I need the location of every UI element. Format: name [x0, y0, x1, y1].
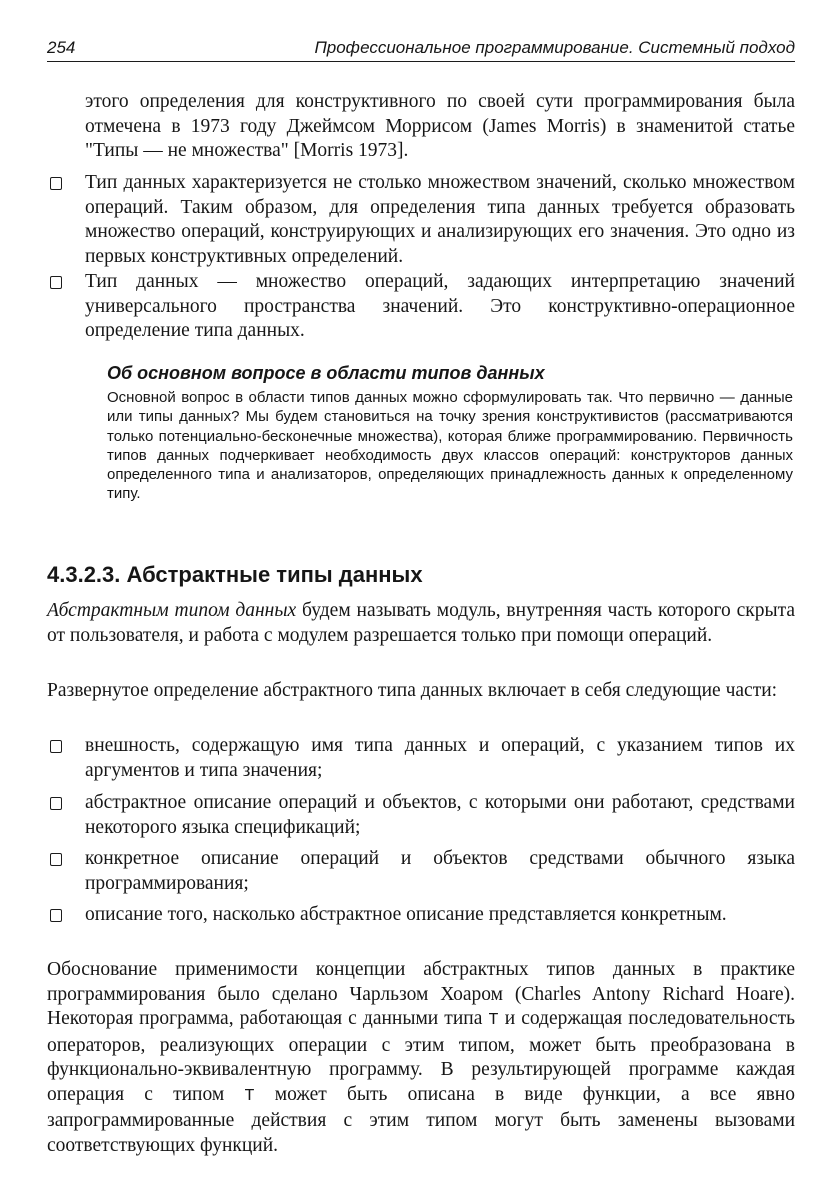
list-item-text: конкретное описание операций и объектов средствами обычного языка программирования; — [85, 848, 795, 894]
list-item-text: внешность, содержащую имя типа данных и операций, с указанием типов их аргументов и типа значения; — [85, 735, 795, 781]
list-item — [47, 791, 795, 840]
checkbox-bullet-icon — [50, 740, 62, 753]
running-title: Профессиональное программирование. Системный подход — [314, 38, 795, 57]
closing-text: и содержащая последовательность операторов, реализующих операции с этим типом, может быть преобразована в функционально-эквивалентную программу. В результирующей программе каждая операция с типом — [47, 1008, 795, 1105]
running-header — [47, 38, 795, 62]
definition-item — [47, 270, 795, 344]
definition-rest: будем называть модуль, внутренняя часть которого скрыта от пользователя, и работа с модулем разрешается только при помощи операций. — [47, 600, 795, 646]
definition-text: Тип данных характеризуется не столько множеством значений, сколько множеством операций. Таким образом, для определения типа данных требуется образовать множество операций, конструирующих и анализирующих его значения. Это одно из первых конструктивных определений. — [85, 172, 795, 267]
parts-intro: Развернутое определение абстрактного типа данных включает в себя следующие части: — [47, 680, 778, 701]
definition-item — [47, 171, 795, 269]
list-item-text: абстрактное описание операций и объектов, с которыми они работают, средствами некоторого языка спецификаций; — [85, 792, 795, 838]
type-symbol: T — [488, 1011, 499, 1030]
checkbox-bullet-icon — [50, 276, 62, 289]
intro-paragraph: этого определения для конструктивного по своей сути программирования была отмечена в 1973 году Джеймсом Моррисом (James Morris) в знаменитой статье "Типы — не множества" [Morris 1973]. — [85, 91, 795, 161]
definition-term: Абстрактным типом данных — [47, 600, 297, 621]
definition-paragraph — [47, 599, 795, 648]
closing-text: Обоснование применимости концепции абстрактных типов данных в практике программирования было сделано Чарльзом Хоаром (Charles Antony Richard Hoare). Некоторая программа, работающая с данными типа — [47, 959, 795, 1029]
note-body: Основной вопрос в области типов данных можно сформулировать так. Что первично — данные или типы данных? Мы будем становиться на точку зрения конструктивистов (рассматриваются только потенциально-бесконечные множества), которая ближе программированию. Первичность типов данных подчеркивает необходимость двух классов операций: конструкторов данных определенного типа и анализаторов, определяющих принадлежность данных к определенному типу. — [107, 389, 793, 503]
list-item — [47, 903, 795, 928]
checkbox-bullet-icon — [50, 797, 62, 810]
checkbox-bullet-icon — [50, 909, 62, 922]
type-symbol: T — [244, 1086, 255, 1106]
note-title: Об основном вопросе в области типов данных — [107, 363, 545, 383]
list-item-text: описание того, насколько абстрактное описание представляется конкретным. — [85, 904, 727, 925]
closing-paragraph — [47, 958, 795, 1158]
list-item — [47, 847, 795, 896]
header-rule — [47, 61, 795, 62]
note-box — [107, 362, 793, 504]
list-item — [47, 734, 795, 783]
checkbox-bullet-icon — [50, 177, 62, 190]
definition-text: Тип данных — множество операций, задающих интерпретацию значений универсального пространства значений. Это конструктивно-операционное определение типа данных. — [85, 271, 795, 341]
closing-text: может быть описана в виде функции, а все явно запрограммированные действия с этим типом могут быть заменены вызовами соответствующих функций. — [47, 1083, 795, 1156]
page-number: 254 — [47, 38, 76, 57]
checkbox-bullet-icon — [50, 853, 62, 866]
section-heading: 4.3.2.3. Абстрактные типы данных — [47, 562, 423, 587]
